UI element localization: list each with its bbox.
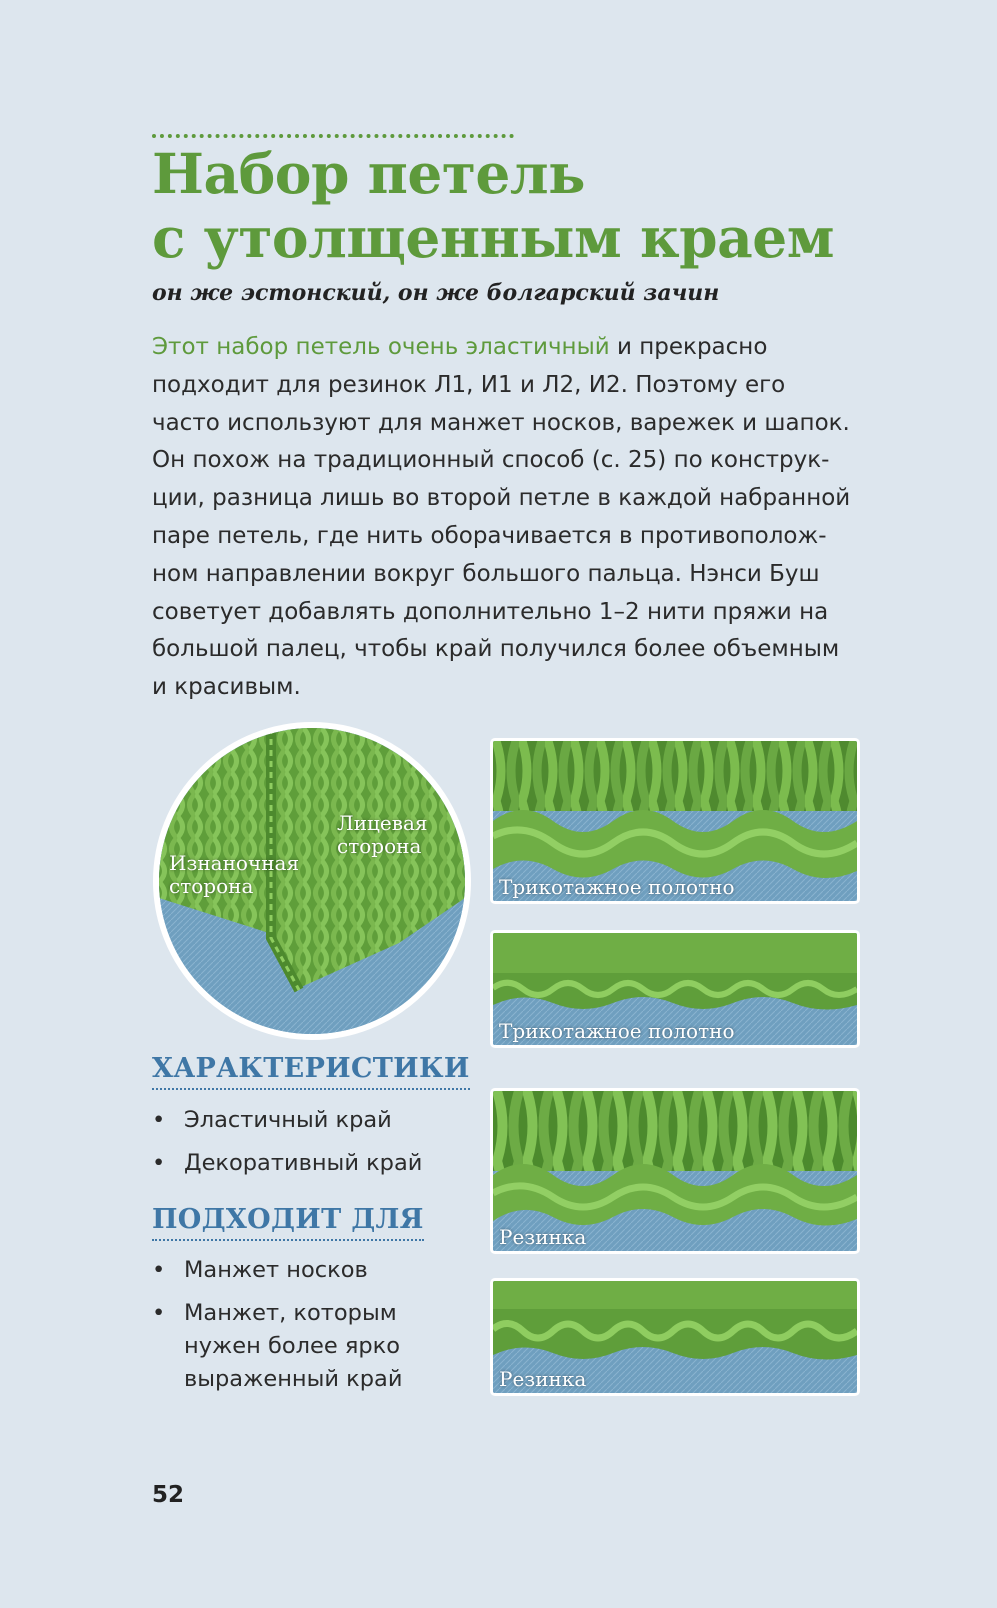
photo-stockinette-2 — [490, 930, 860, 1048]
body-line: большой палец, чтобы край получился более объемным — [152, 636, 840, 663]
list-item-line: • Манжет, которым — [184, 1300, 397, 1326]
label-wrong-side — [169, 852, 299, 898]
label-right-side-line-1: Лицевая — [337, 811, 428, 835]
photo-caption: Трикотажное полотно — [499, 875, 735, 899]
body-line: советует добавлять дополнительно 1–2 нити пряжи на — [152, 598, 829, 625]
page-title-line-1: Набор петель — [152, 141, 586, 206]
photo-caption: Резинка — [499, 1367, 587, 1391]
body-highlight: Этот набор петель очень эластичный — [152, 334, 610, 360]
title-dotted-rule — [152, 134, 514, 138]
body-paragraph — [152, 329, 872, 707]
body-line: часто используют для манжет носков, варежек и шапок. — [152, 409, 850, 436]
list-item-line: нужен более ярко — [184, 1333, 401, 1359]
label-right-side-line-2: сторона — [337, 834, 422, 858]
body-line: ном направлении вокруг большого пальца. Нэнси Буш — [152, 560, 820, 587]
label-wrong-side-line-1: Изнаночная — [169, 851, 300, 875]
page-number: 52 — [152, 1482, 185, 1508]
circle-photo-knit-edge — [153, 722, 471, 1040]
list-item — [152, 1297, 402, 1396]
list-item: • Манжет носков — [152, 1254, 402, 1287]
photo-stockinette-1 — [490, 738, 860, 904]
photo-ribbing-2 — [490, 1278, 860, 1396]
label-right-side — [337, 812, 428, 858]
photo-caption: Трикотажное полотно — [499, 1019, 735, 1043]
page-title-line-2: с утолщенным краем — [152, 205, 835, 270]
characteristics-heading: ХАРАКТЕРИСТИКИ — [152, 1052, 470, 1090]
list-item: • Декоративный край — [152, 1147, 422, 1180]
page-subtitle: он же эстонский, он же болгарский зачин — [152, 280, 720, 306]
photo-ribbing-1 — [490, 1088, 860, 1254]
body-line: Он похож на традиционный способ (с. 25) по конструк- — [152, 447, 830, 474]
body-line: ции, разница лишь во второй петле в каждой набранной — [152, 485, 851, 512]
body-line: подходит для резинок Л1, И1 и Л2, И2. Поэтому его — [152, 371, 786, 398]
body-line: и красивым. — [152, 674, 301, 701]
list-item-line: выраженный край — [184, 1366, 403, 1392]
characteristics-list — [152, 1104, 422, 1190]
label-wrong-side-line-2: сторона — [169, 874, 254, 898]
body-line-1 — [152, 329, 872, 367]
body-line-1-rest: и прекрасно — [609, 334, 768, 360]
suitable-for-list — [152, 1254, 402, 1406]
photo-caption: Резинка — [499, 1225, 587, 1249]
page-title — [152, 142, 912, 270]
list-item: • Эластичный край — [152, 1104, 422, 1137]
body-line: паре петель, где нить оборачивается в противополож- — [152, 522, 827, 549]
suitable-for-heading: ПОДХОДИТ ДЛЯ — [152, 1203, 424, 1241]
